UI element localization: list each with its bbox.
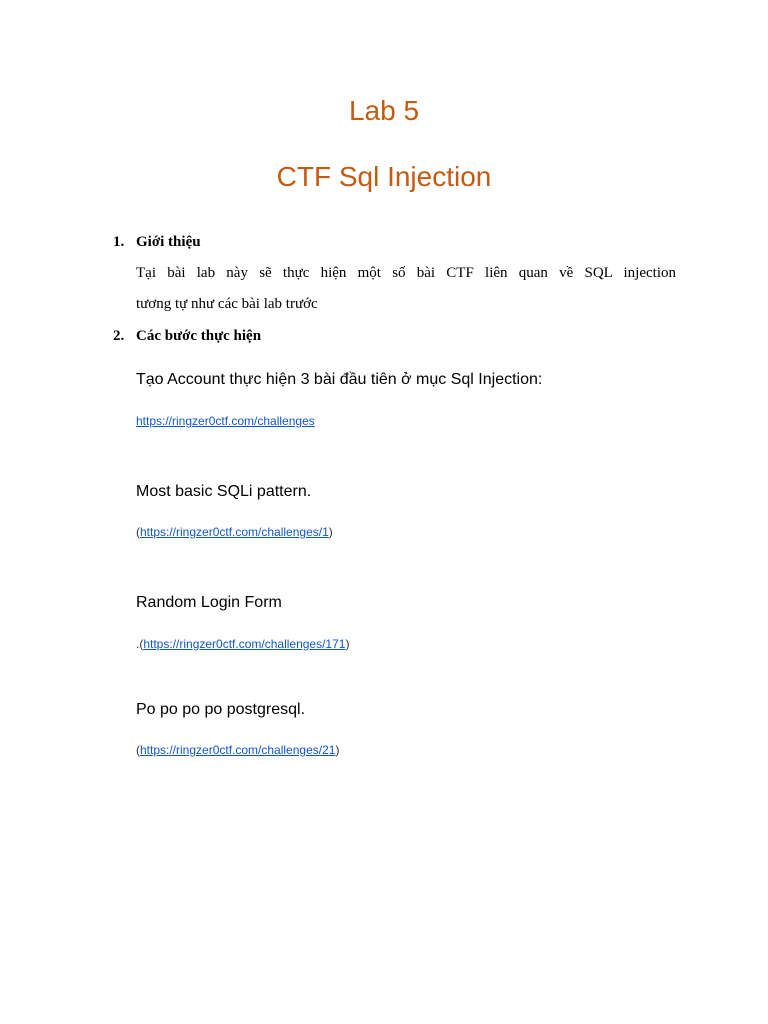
challenge-link-line [136, 524, 333, 540]
section-heading-intro [113, 232, 201, 252]
lab-title: Lab 5 [348, 95, 420, 126]
challenge-link-line [136, 636, 349, 652]
document-title: CTF Sql Injection [276, 161, 492, 192]
section-heading-label: Giới thiệu [136, 234, 201, 250]
section-heading-steps [113, 326, 261, 346]
challenge-title: Po po po po postgresql. [136, 701, 306, 718]
link-suffix: ) [345, 637, 350, 651]
section-heading-label: Các bước thực hiện [136, 328, 262, 344]
link-prefix: .( [136, 637, 144, 651]
intro-text-line: Tại bài lab này sẽ thực hiện một số bài CTF liên quan về SQL injection [136, 265, 676, 281]
section-number: 2. [113, 328, 125, 344]
intro-text-line: tương tự như các bài lab trước [136, 296, 318, 312]
link-suffix: ) [335, 743, 340, 757]
link-prefix: ( [136, 525, 140, 539]
challenge-link-line [136, 742, 339, 758]
challenges-link-line [136, 413, 315, 429]
challenge-link[interactable]: https://ringzer0ctf.com/challenges/171 [143, 637, 346, 651]
link-prefix: ( [136, 743, 140, 757]
step-intro-text: Tạo Account thực hiện 3 bài đầu tiên ở mục Sql Injection: [136, 371, 543, 388]
challenge-title: Most basic SQLi pattern. [136, 483, 312, 500]
challenges-link[interactable]: https://ringzer0ctf.com/challenges [136, 414, 315, 428]
link-suffix: ) [328, 525, 333, 539]
challenge-link[interactable]: https://ringzer0ctf.com/challenges/21 [140, 743, 336, 757]
section-number: 1. [113, 234, 125, 250]
challenge-title: Random Login Form [136, 594, 282, 611]
challenge-link[interactable]: https://ringzer0ctf.com/challenges/1 [140, 525, 329, 539]
